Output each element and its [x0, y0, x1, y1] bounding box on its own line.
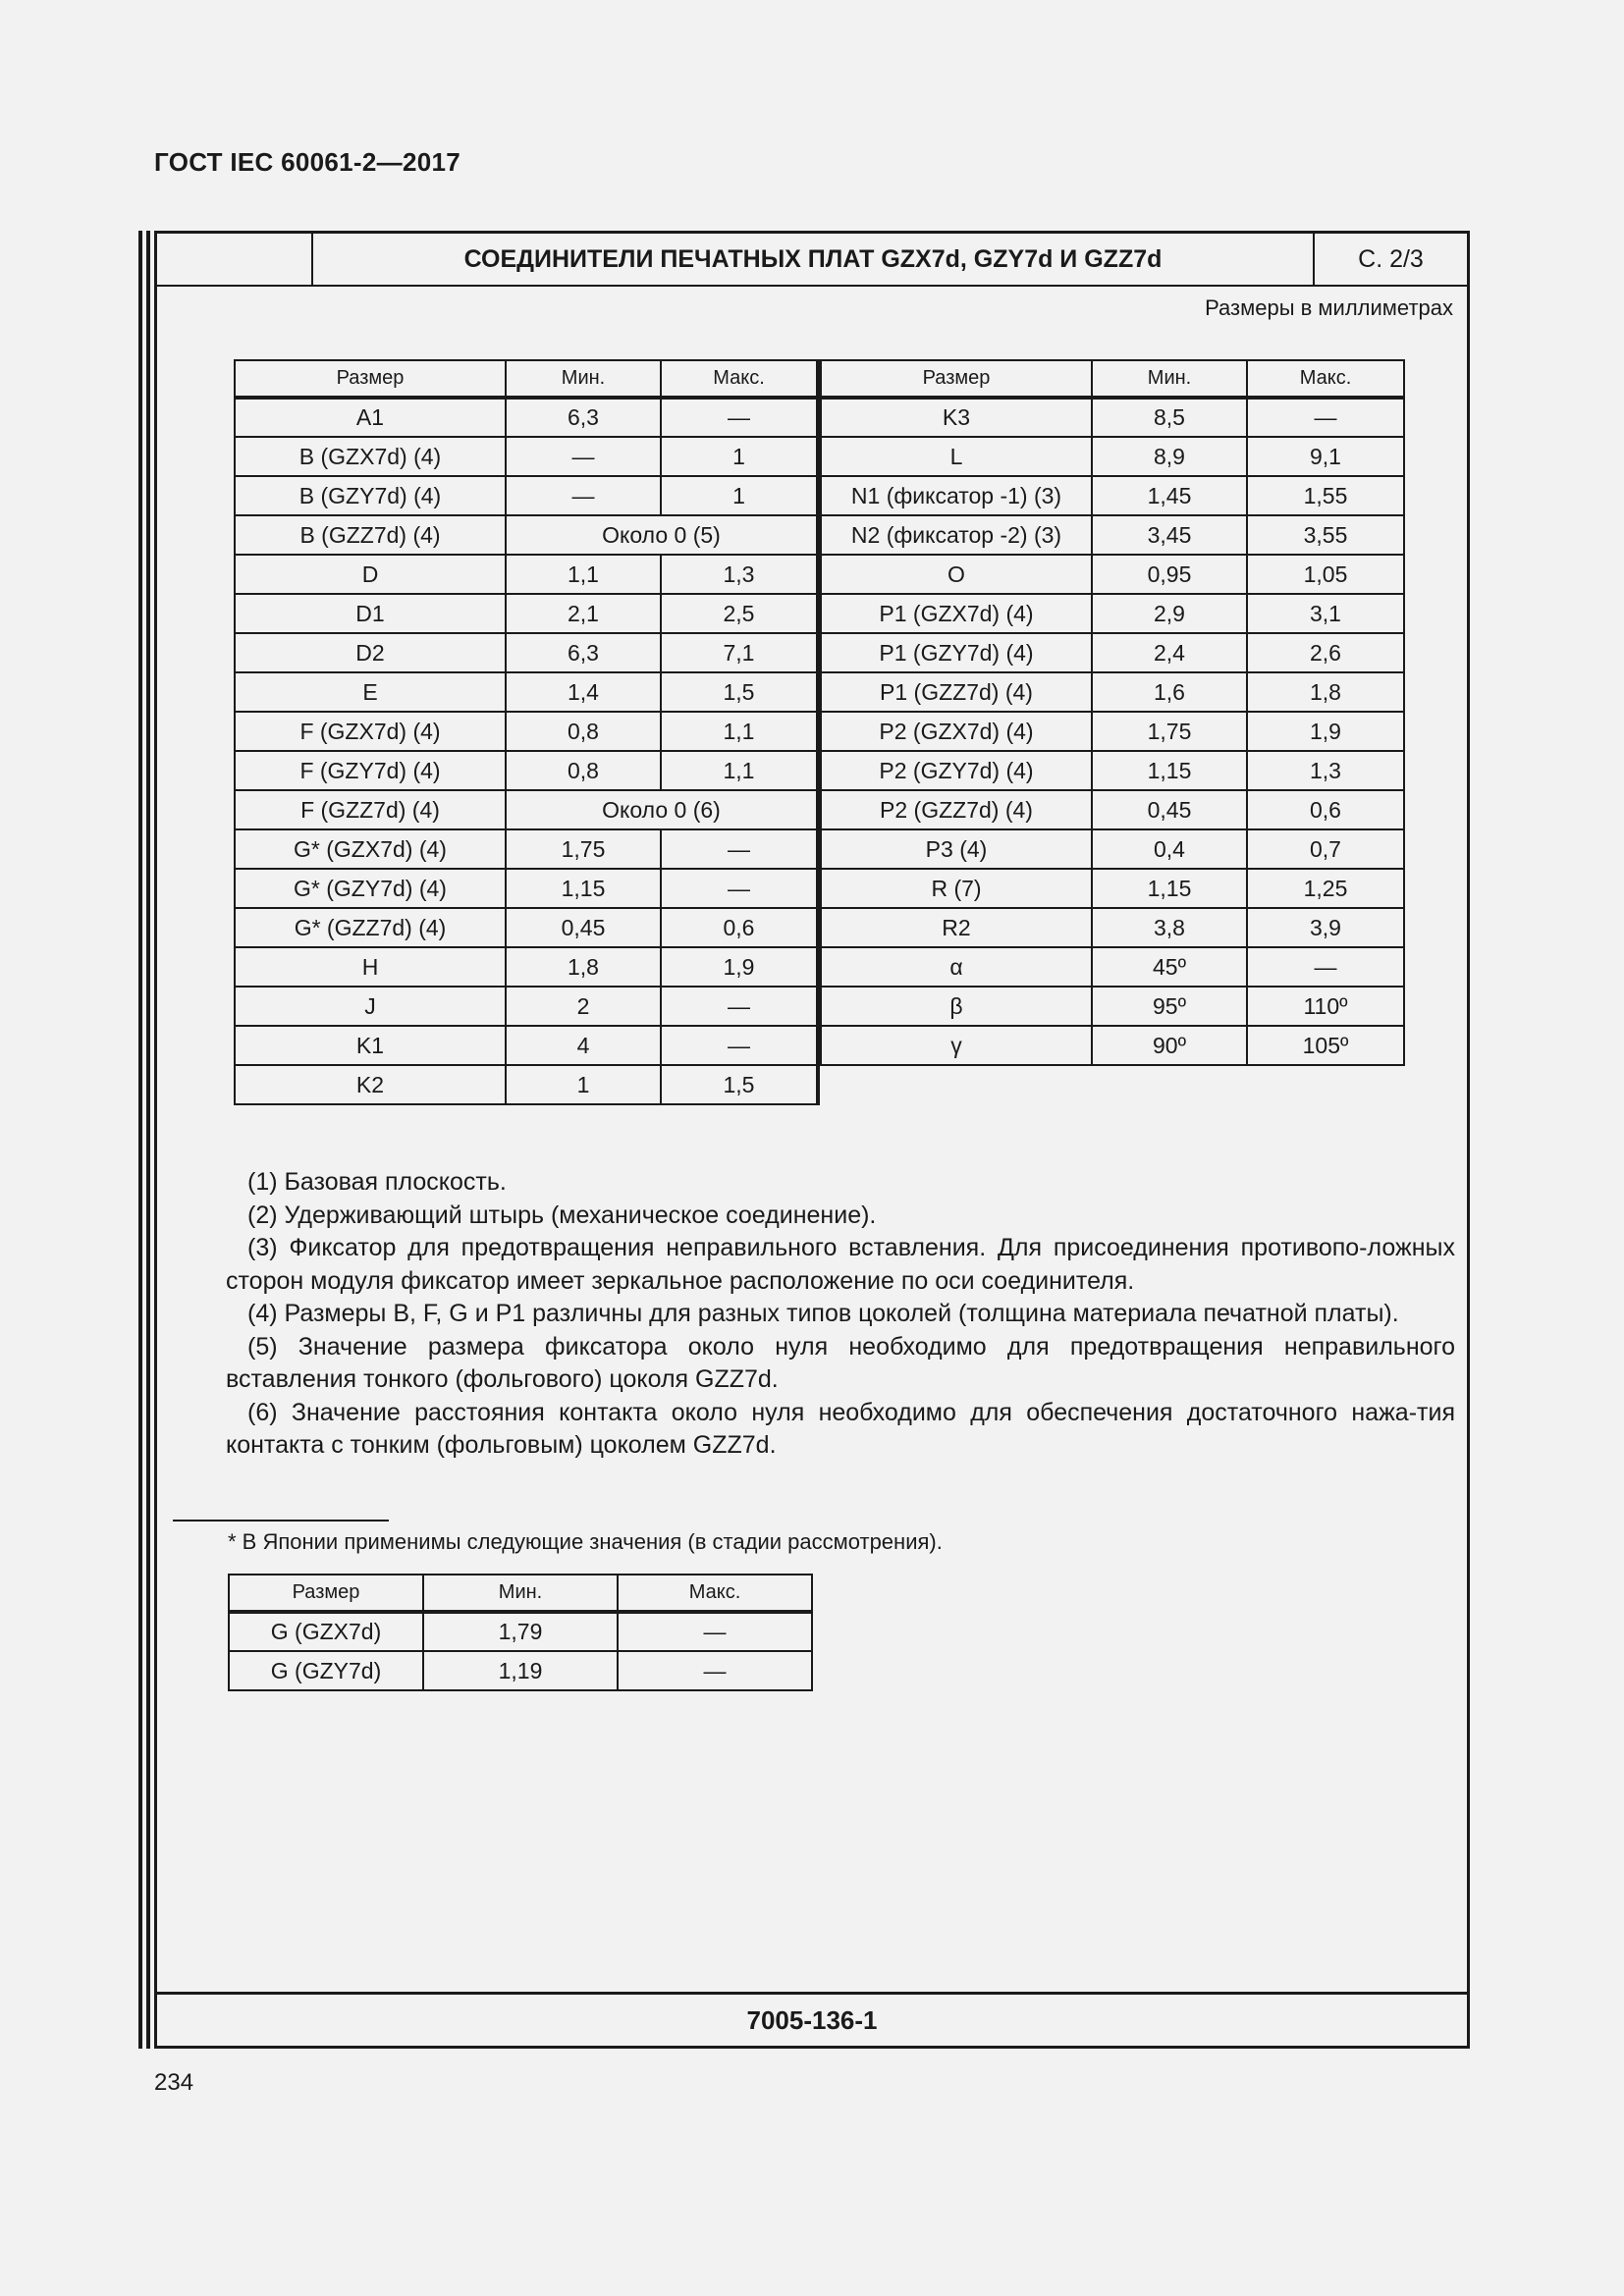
cell-size: D: [235, 555, 506, 594]
cell-size: N1 (фиксатор -1) (3): [821, 476, 1092, 515]
column-header-max: Макс.: [661, 360, 818, 398]
cell-size: O: [821, 555, 1092, 594]
cell-max: 0,7: [1247, 829, 1404, 869]
cell-size: β: [821, 987, 1092, 1026]
cell-size: G* (GZY7d) (4): [235, 869, 506, 908]
cell-min: 1,6: [1092, 672, 1247, 712]
cell-min: 0,95: [1092, 555, 1247, 594]
cell-max: 1,9: [661, 947, 818, 987]
table-row: [235, 633, 818, 672]
footnote-separator: [173, 1520, 389, 1522]
left-margin-bar-inner: [146, 231, 150, 2049]
cell-min: 1,19: [423, 1651, 618, 1690]
cell-size: γ: [821, 1026, 1092, 1065]
table-row: [821, 987, 1404, 1026]
cell-max: 1,3: [661, 555, 818, 594]
notes-block: [226, 1166, 1455, 1463]
footnote-text: * В Японии применимы следующие значения (в стадии рассмотрения).: [228, 1529, 943, 1554]
cell-max: 1,5: [661, 672, 818, 712]
cell-size: P2 (GZX7d) (4): [821, 712, 1092, 751]
cell-size: P1 (GZZ7d) (4): [821, 672, 1092, 712]
cell-min: 1: [506, 1065, 661, 1104]
cell-size: K3: [821, 398, 1092, 437]
sheet-page-ref: С. 2/3: [1313, 234, 1467, 285]
table-header-row: [821, 360, 1404, 398]
table-row: [235, 908, 818, 947]
table-row: [821, 476, 1404, 515]
cell-min: 1,45: [1092, 476, 1247, 515]
cell-min: 0,45: [506, 908, 661, 947]
cell-max: 1,3: [1247, 751, 1404, 790]
table-row: [235, 1065, 818, 1104]
cell-max: —: [1247, 947, 1404, 987]
table-row: [235, 987, 818, 1026]
cell-min-max: Около 0 (6): [506, 790, 818, 829]
cell-min: 1,4: [506, 672, 661, 712]
table-row: [821, 1026, 1404, 1065]
cell-size: H: [235, 947, 506, 987]
table-row: [235, 751, 818, 790]
cell-min: 6,3: [506, 633, 661, 672]
note-item: (5) Значение размера фиксатора около нуля необходимо для предотвращения неправильного вставления тонкого (фольгового) цоколя GZZ7d.: [226, 1332, 1455, 1393]
cell-size: G* (GZZ7d) (4): [235, 908, 506, 947]
table-row: [229, 1651, 812, 1690]
units-note: Размеры в миллиметрах: [1205, 295, 1453, 320]
column-header-min: Мин.: [423, 1575, 618, 1612]
cell-min: 2,9: [1092, 594, 1247, 633]
cell-min: 2,1: [506, 594, 661, 633]
table-row: [235, 555, 818, 594]
table-row: [235, 869, 818, 908]
cell-size: K1: [235, 1026, 506, 1065]
table-row: [821, 829, 1404, 869]
cell-min: —: [506, 476, 661, 515]
note-item: (3) Фиксатор для предотвращения неправильного вставления. Для присоединения противопо-ложных сторон модуля фиксатор имеет зеркальное расположение по оси соединителя.: [226, 1234, 1455, 1295]
cell-min-max: Около 0 (5): [506, 515, 818, 555]
cell-size: P3 (4): [821, 829, 1092, 869]
cell-size: G (GZY7d): [229, 1651, 423, 1690]
note-item: (6) Значение расстояния контакта около нуля необходимо для обеспечения достаточного нажа-тия контакта с тонким (фольговым) цоколем GZZ7d.: [226, 1398, 1455, 1459]
cell-max: 1,55: [1247, 476, 1404, 515]
table-row: [229, 1612, 812, 1651]
column-header-size: Размер: [229, 1575, 423, 1612]
left-margin-bar: [138, 231, 142, 2049]
column-header-min: Мин.: [1092, 360, 1247, 398]
cell-size: P2 (GZZ7d) (4): [821, 790, 1092, 829]
table-row: [235, 476, 818, 515]
cell-max: 3,9: [1247, 908, 1404, 947]
cell-max: 0,6: [661, 908, 818, 947]
table-row: [235, 829, 818, 869]
cell-max: —: [661, 829, 818, 869]
cell-min: 0,8: [506, 712, 661, 751]
page-number: 234: [154, 2069, 194, 2096]
cell-size: P2 (GZY7d) (4): [821, 751, 1092, 790]
table-row: [821, 437, 1404, 476]
table-row: [821, 672, 1404, 712]
cell-max: —: [618, 1651, 812, 1690]
table-row: [235, 594, 818, 633]
sheet-title-row: [157, 234, 1467, 287]
cell-size: R (7): [821, 869, 1092, 908]
cell-min: 2: [506, 987, 661, 1026]
cell-size: L: [821, 437, 1092, 476]
note-item: (1) Базовая плоскость.: [247, 1168, 507, 1196]
cell-max: 1,1: [661, 712, 818, 751]
column-header-max: Макс.: [1247, 360, 1404, 398]
table-row: [235, 437, 818, 476]
cell-max: 2,5: [661, 594, 818, 633]
column-header-min: Мин.: [506, 360, 661, 398]
cell-min: 0,4: [1092, 829, 1247, 869]
cell-min: 3,8: [1092, 908, 1247, 947]
cell-min: 8,5: [1092, 398, 1247, 437]
cell-size: R2: [821, 908, 1092, 947]
cell-size: A1: [235, 398, 506, 437]
table-row: [821, 594, 1404, 633]
cell-min: 45º: [1092, 947, 1247, 987]
cell-max: 1,5: [661, 1065, 818, 1104]
cell-min: 1,75: [1092, 712, 1247, 751]
cell-size: B (GZX7d) (4): [235, 437, 506, 476]
table-row: [821, 947, 1404, 987]
cell-min: 1,15: [1092, 869, 1247, 908]
table-row: [821, 869, 1404, 908]
table-row: [821, 712, 1404, 751]
table-row: [821, 515, 1404, 555]
note-item: (2) Удерживающий штырь (механическое соединение).: [247, 1201, 877, 1229]
cell-max: —: [661, 398, 818, 437]
cell-max: 9,1: [1247, 437, 1404, 476]
cell-size: K2: [235, 1065, 506, 1104]
cell-min: 2,4: [1092, 633, 1247, 672]
cell-size: B (GZY7d) (4): [235, 476, 506, 515]
cell-max: 1,9: [1247, 712, 1404, 751]
sheet-code: 7005-136-1: [157, 1992, 1467, 2046]
cell-max: 1,05: [1247, 555, 1404, 594]
dimensions-table-left: [234, 359, 820, 1105]
column-header-size: Размер: [821, 360, 1092, 398]
cell-max: 1,8: [1247, 672, 1404, 712]
table-header-row: [235, 360, 818, 398]
cell-size: F (GZY7d) (4): [235, 751, 506, 790]
cell-size: F (GZX7d) (4): [235, 712, 506, 751]
cell-max: —: [1247, 398, 1404, 437]
table-row: [235, 712, 818, 751]
table-row: [235, 1026, 818, 1065]
cell-max: 1,1: [661, 751, 818, 790]
cell-size: G* (GZX7d) (4): [235, 829, 506, 869]
cell-size: G (GZX7d): [229, 1612, 423, 1651]
cell-max: —: [661, 1026, 818, 1065]
cell-min: 1,8: [506, 947, 661, 987]
cell-size: J: [235, 987, 506, 1026]
cell-min: 3,45: [1092, 515, 1247, 555]
cell-size: E: [235, 672, 506, 712]
cell-max: 105º: [1247, 1026, 1404, 1065]
cell-size: P1 (GZY7d) (4): [821, 633, 1092, 672]
cell-min: 0,45: [1092, 790, 1247, 829]
cell-max: 110º: [1247, 987, 1404, 1026]
column-header-size: Размер: [235, 360, 506, 398]
sheet-title: СОЕДИНИТЕЛИ ПЕЧАТНЫХ ПЛАТ GZX7d, GZY7d И GZZ7d: [463, 245, 1163, 273]
cell-min: —: [506, 437, 661, 476]
table-row: [821, 398, 1404, 437]
footnote-table: [228, 1574, 813, 1691]
document-standard-header: ГОСТ IEC 60061-2—2017: [154, 147, 460, 177]
cell-min: 8,9: [1092, 437, 1247, 476]
cell-size: B (GZZ7d) (4): [235, 515, 506, 555]
cell-max: 3,55: [1247, 515, 1404, 555]
cell-size: D2: [235, 633, 506, 672]
note-item: (4) Размеры B, F, G и P1 различны для разных типов цоколей (толщина материала печатной платы).: [247, 1300, 1399, 1327]
cell-size: α: [821, 947, 1092, 987]
cell-max: —: [661, 987, 818, 1026]
cell-size: D1: [235, 594, 506, 633]
cell-max: 1: [661, 437, 818, 476]
cell-max: 2,6: [1247, 633, 1404, 672]
table-header-row: [229, 1575, 812, 1612]
table-row: [235, 672, 818, 712]
cell-min: 1,1: [506, 555, 661, 594]
cell-max: —: [661, 869, 818, 908]
sheet-frame: [154, 231, 1470, 2049]
table-row: [235, 790, 818, 829]
cell-min: 6,3: [506, 398, 661, 437]
cell-size: F (GZZ7d) (4): [235, 790, 506, 829]
table-row: [235, 398, 818, 437]
cell-min: 1,15: [1092, 751, 1247, 790]
table-row: [235, 515, 818, 555]
table-row: [821, 633, 1404, 672]
cell-min: 1,15: [506, 869, 661, 908]
cell-min: 1,79: [423, 1612, 618, 1651]
cell-min: 4: [506, 1026, 661, 1065]
cell-min: 1,75: [506, 829, 661, 869]
table-row: [821, 751, 1404, 790]
cell-min: 90º: [1092, 1026, 1247, 1065]
cell-max: 3,1: [1247, 594, 1404, 633]
cell-size: P1 (GZX7d) (4): [821, 594, 1092, 633]
table-row: [821, 790, 1404, 829]
cell-max: 1: [661, 476, 818, 515]
dimensions-table-right: [820, 359, 1405, 1066]
table-row: [821, 908, 1404, 947]
cell-size: N2 (фиксатор -2) (3): [821, 515, 1092, 555]
title-blank-cell: [157, 234, 313, 285]
cell-max: 0,6: [1247, 790, 1404, 829]
cell-max: 1,25: [1247, 869, 1404, 908]
table-row: [235, 947, 818, 987]
cell-min: 95º: [1092, 987, 1247, 1026]
cell-min: 0,8: [506, 751, 661, 790]
cell-max: 7,1: [661, 633, 818, 672]
cell-max: —: [618, 1612, 812, 1651]
column-header-max: Макс.: [618, 1575, 812, 1612]
table-row: [821, 555, 1404, 594]
